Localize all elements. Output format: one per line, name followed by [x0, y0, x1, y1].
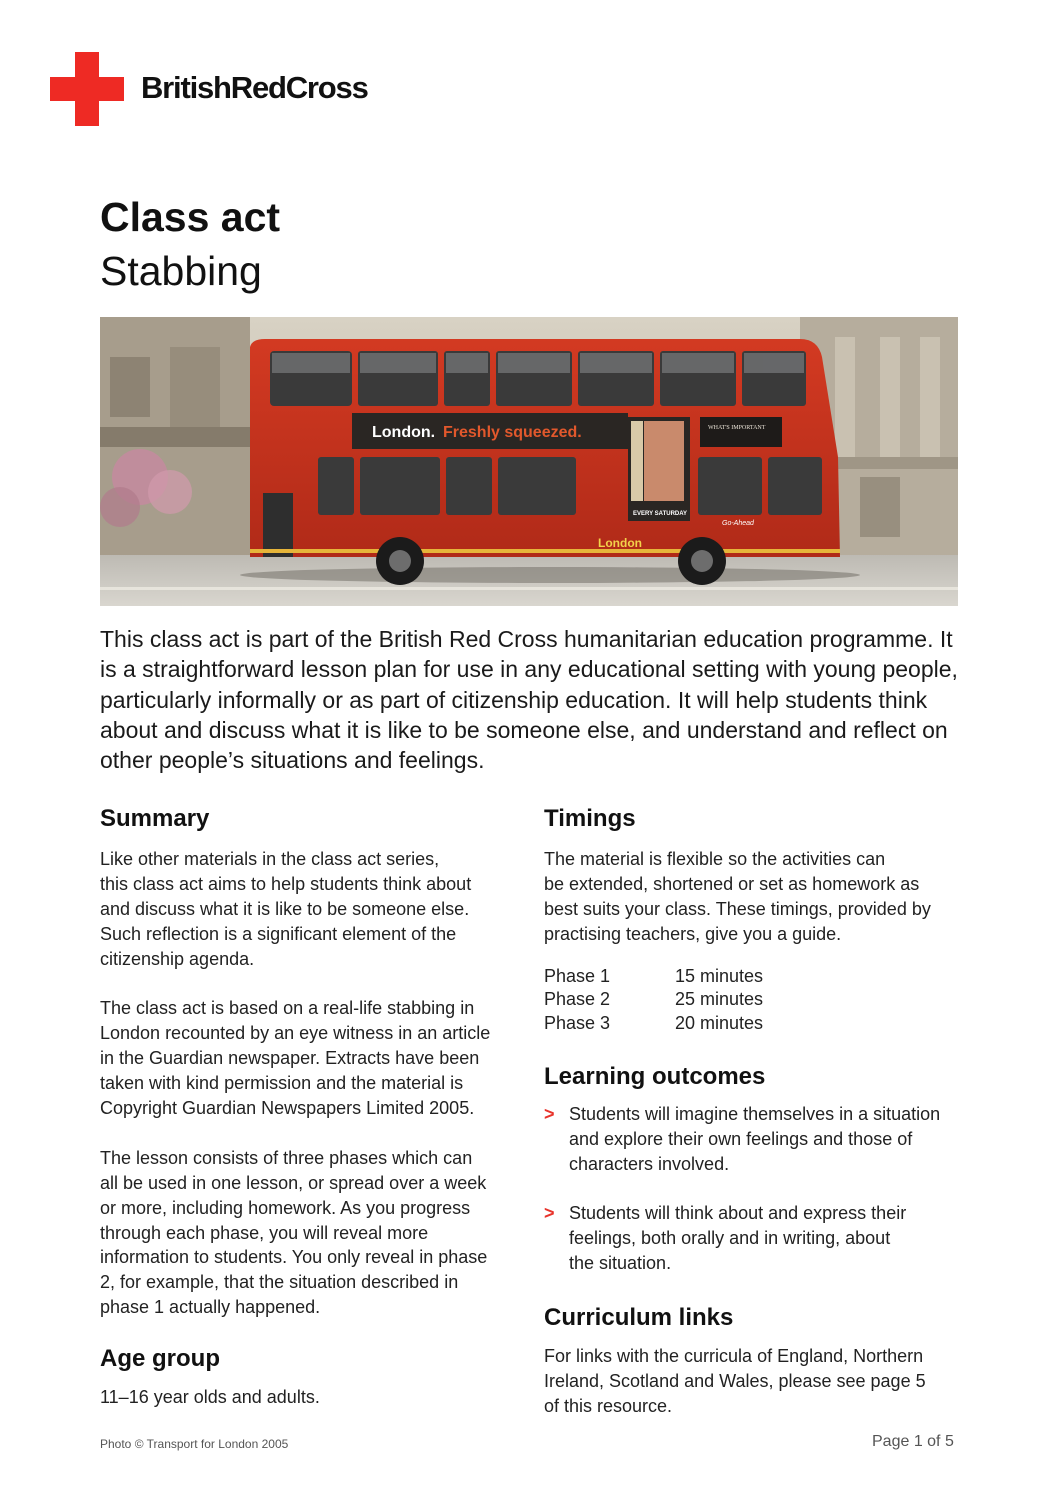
phase-duration: 25 minutes [675, 989, 764, 1010]
operator-logo: Go-Ahead [722, 520, 754, 527]
poster-text: EVERY SATURDAY [633, 511, 688, 517]
timing-row [544, 988, 763, 1012]
photo-credit: Photo © Transport for London 2005 [100, 1437, 289, 1451]
age-group-text: 11–16 year olds and adults. [100, 1387, 320, 1408]
ad-text-freshly-squeezed: Freshly squeezed. [443, 424, 582, 441]
phase-duration: 15 minutes [675, 965, 764, 986]
page-subtitle: Stabbing [100, 248, 262, 294]
poster-text-2: WHAT'S IMPORTANT [708, 425, 766, 431]
page-title: Class act [100, 194, 281, 240]
chevron-right-icon: > [544, 1203, 555, 1224]
phase-duration: 20 minutes [675, 1013, 764, 1034]
summary-paragraph-2: The class act is based on a real-life stabbing in London recounted by an eye witness in an article in the Guardian newspaper. Extracts have been taken with kind permission and the material is Copyright Guardian Newspapers Limited 2005. [100, 998, 491, 1119]
phase-label: Phase 1 [544, 965, 611, 986]
left-column [100, 805, 520, 1410]
logo-wordmark: BritishRedCross [141, 70, 368, 105]
age-group-heading: Age group [100, 1345, 220, 1373]
summary-paragraph-1: Like other materials in the class act series, this class act aims to help students think about and discuss what it is like to be someone else. Such reflection is a significant element of the citizenship agenda. [100, 849, 472, 969]
page-number: Page 1 of 5 [872, 1433, 954, 1450]
timings-heading: Timings [544, 805, 636, 832]
timings-table [544, 965, 763, 1036]
summary-paragraph-3: The lesson consists of three phases which can all be used in one lesson, or spread over a week or more, including homework. As you progress through each phase, you will reveal more information to students. You only reveal in phase 2, for example, that the situation described in phase 1 actually happened. [100, 1147, 488, 1318]
intro-paragraph: This class act is part of the British Red Cross humanitarian education programme. It is a straightforward lesson plan for use in any educational setting with young people, particularly informally or as part of citizenship education. It will help students think about and discuss what it is like to be someone else, and understand and reflect on other people’s situations and feelings. [100, 626, 958, 774]
curriculum-links-paragraph: For links with the curricula of England, Northern Ireland, Scotland and Wales, please see page 5 of this resource. [544, 1346, 926, 1416]
curriculum-links-heading: Curriculum links [544, 1304, 734, 1332]
side-logo-london: London [598, 536, 642, 550]
right-column [544, 805, 964, 1419]
phase-label: Phase 3 [544, 1013, 611, 1034]
timing-row [544, 1012, 763, 1036]
list-item: > Students will think about and express their feelings, both orally and in writing, about the situation. [544, 1203, 907, 1274]
british-red-cross-logo [50, 52, 368, 126]
list-item: > Students will imagine themselves in a situation and explore their own feelings and those of characters involved. [544, 1103, 941, 1174]
timing-row [544, 965, 763, 989]
chevron-right-icon: > [544, 1103, 555, 1124]
ad-text-london: London. [372, 424, 436, 441]
timings-paragraph: The material is flexible so the activities can be extended, shortened or set as homework as best suits your class. These timings, provided by practising teachers, give you a guide. [544, 849, 931, 944]
summary-heading: Summary [100, 805, 210, 832]
learning-outcomes-list [544, 1102, 964, 1276]
phase-label: Phase 2 [544, 989, 611, 1010]
learning-outcomes-heading: Learning outcomes [544, 1062, 766, 1090]
red-cross-icon [50, 52, 124, 126]
bus-photo [100, 317, 958, 606]
